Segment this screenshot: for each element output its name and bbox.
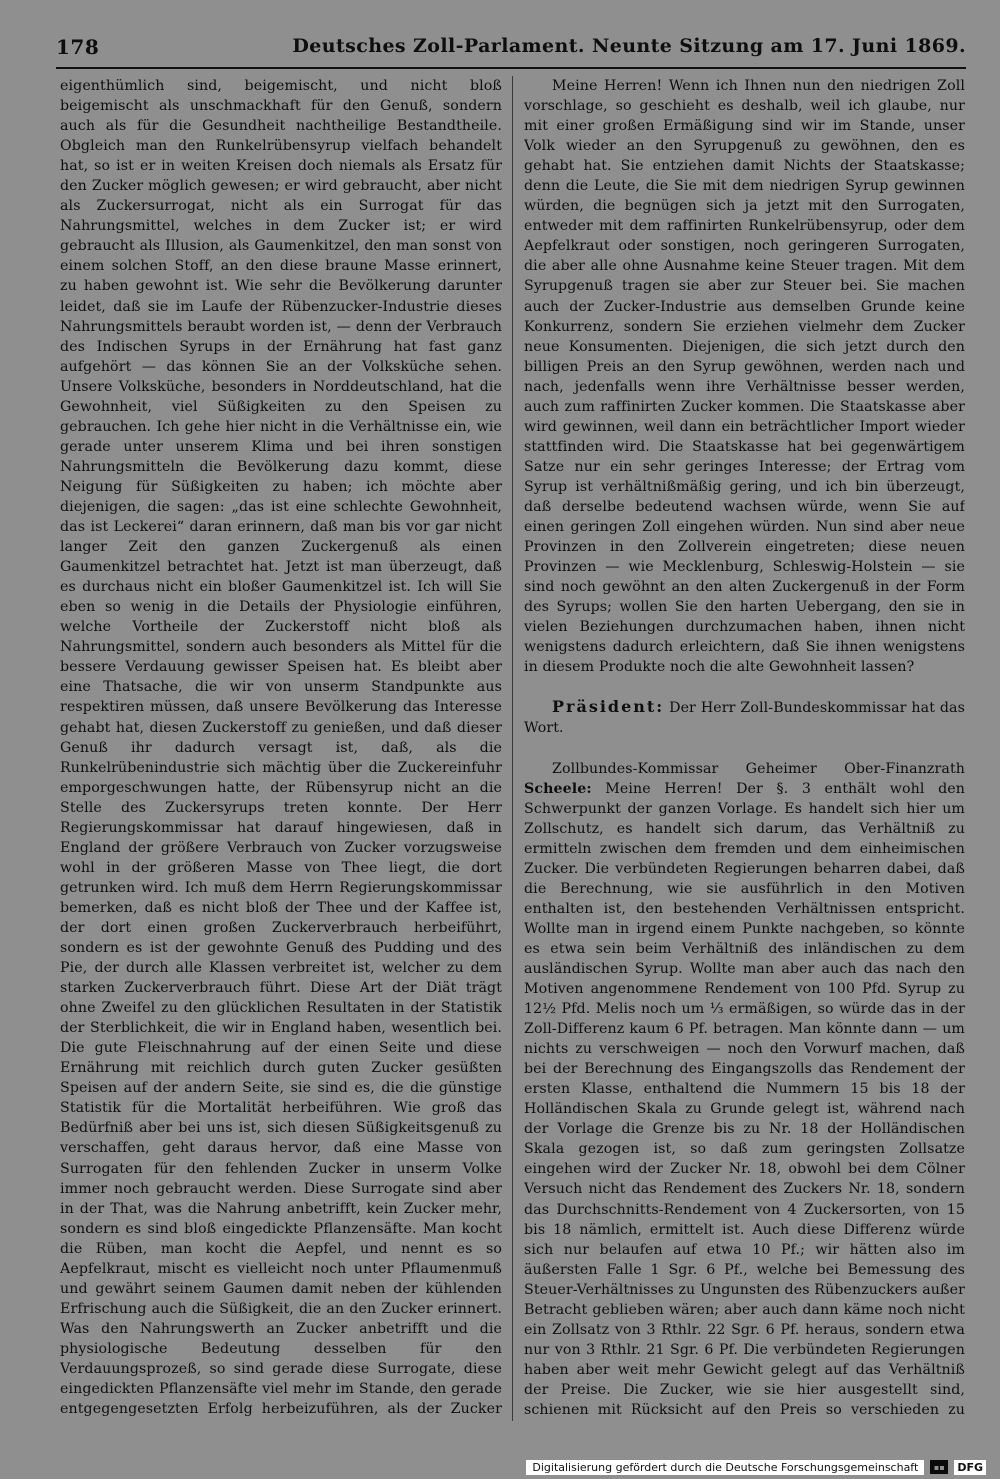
column-divider bbox=[512, 76, 513, 1421]
footer-credit bbox=[526, 1458, 986, 1476]
dfg-logo: DFG bbox=[954, 1460, 986, 1475]
left-paragraph-1: eigenthümlich sind, beigemischt, und nicht bloß beigemischt als unschmackhaft für den Genuß, sondern auch als für die Gesundheit nachtheilige Bestandtheile. Obgleich man den Runkelrübensyrup vielfach behandelt hat, so ist er in weiten Kreisen doch niemals als Ersatz für den Zucker möglich gewesen; er wird gebraucht, aber nicht als Zuckersurrogat, nicht als ein Surrogat für das Nahrungsmittel, welches in dem Zucker ist; er wird gebraucht als Illusion, als Gaumenkitzel, den man sonst von einem solchen Stoff, an den diese braune Masse erinnert, zu haben gewohnt ist. Wie sehr die Bevölkerung darunter leidet, daß sie im Laufe der Rübenzucker-Industrie dieses Nahrungsmittels beraubt worden ist, — denn der Verbrauch des Indischen Syrups in der Ernährung hat fast ganz aufgehört — das können Sie an der Volksküche sehen. Unsere Volksküche, besonders in Norddeutschland, hat die Gewohnheit, viel Süßigkeiten zu den Speisen zu gebrauchen. Ich gehe hier nicht in die Verhältnisse ein, wie gerade unter unserem Klima und bei ihren sonstigen Nahrungsmitteln die Bevölkerung dazu kommt, diese Neigung für Süßigkeiten zu haben; ich möchte aber diejenigen, die sagen: „das ist eine schlechte Gewohnheit, das ist Leckerei“ daran erinnern, daß man bis vor gar nicht langer Zeit den ganzen Zuckergenuß als einen Gaumenkitzel betrachtet hat. Jetzt ist man überzeugt, daß es durchaus nicht ein bloßer Gaumenkitzel ist. Ich will Sie eben so wenig in die Details der Physiologie einführen, welche Vortheile der Zuckerstoff nicht bloß als Nahrungsmittel, sondern auch besonders als Mittel für die bessere Verdauung gewisser Speisen hat. Es bleibt aber eine Thatsache, die wir von unserm Standpunkte aus respektiren müssen, daß unsere Bevölkerung das Interesse gehabt hat, diesen Zuckerstoff zu genießen, und daß dieser Genuß ihr dadurch versagt ist, daß, als die Runkelrübenindustrie sich mächtig über die Zuckereinfuhr emporgeschwungen hatte, der Rübensyrup nicht an die Stelle des Zuckersyrups treten konnte. Der Herr Regierungskommissar hat darauf hingewiesen, daß in England der größere Verbrauch von Zucker vorzugsweise wohl in der größeren Masse von Thee liegt, die dort getrunken wird. Ich muß dem Herrn Regierungskommissar bemerken, daß es nicht bloß der Thee und der Kaffee ist, der dort einen großen Zuckerverbrauch herbeiführt, sondern es ist der gewohnte Genuß des Pudding und des Pie, der durch alle Klassen verbreitet ist, welcher zu dem starken Zuckerverbrauch führt. Diese Art der Diät trägt ohne Zweifel zu den glücklichen Resultaten in der Statistik der Sterblichkeit, die wir in England haben, wesentlich bei. Die gute Fleischnahrung auf der einen Seite und diese Ernährung mit reichlich durch guten Zucker gesüßten Speisen auf der andern Seite, sie sind es, die die günstige Statistik für die Mortalität herbeiführen. Wie groß das Bedürfniß aber bei uns ist, sich diesen Süßigkeitsgenuß zu verschaffen, geht daraus hervor, daß eine Masse von Surrogaten für den fehlenden Zucker in unserm Volke immer noch gebraucht werden. Diese Surrogate sind aber in der That, was die Nahrung anbetrifft, kein Zucker mehr, sondern es sind bloß eingedickte Pflanzensäfte. Man kocht die Rüben, man kocht die Aepfel, und nennt es so Aepfelkraut, mischt es vielleicht noch unter Pflaumenmuß und gewährt seinem Gaumen damit neben der kühlenden Erfrischung auch die Süßigkeit, die an den Zucker erinnert. Was den Nahrungswerth an Zucker anbetrifft und die physiologische Bedeutung desselben für den Verdauungsprozeß, so sind gerade diese Surrogate, diese eingedickten Pflanzensäfte viel mehr im Stande, den gerade entgegengesetzten Erfolg herbeizuführen, als der Zucker bbox=[60, 78, 502, 1418]
scheele-text: Meine Herren! Der §. 3 enthält wohl den Schwerpunkt der ganzen Vorlage. Es handelt sich hier um Zollschutz, es handelt sich darum, das Verhältniß zu ermitteln zwischen dem fremden und dem einheimischen Zucker. Die verbündeten Regierungen beharren dabei, daß die Berechnung, wie sie ausführlich in den Motiven enthalten ist, den bestehenden Verhältnissen entspricht. Wollte man in irgend einem Punkte nachgeben, so könnte es etwa sein beim Verhältniß des inländischen zu dem ausländischen Syrup. Wollte man aber auch das nach den Motiven angenommene Rendement von 100 Pfd. Syrup zu 12½ Pfd. Melis noch um ⅓ ermäßigen, so würde das in der Zoll-Differenz kaum 6 Pf. betragen. Man könnte dann — um nichts zu verschweigen — noch den Vorwurf machen, daß bei der Berechnung des Eingangszolls das Rendement der ersten Klasse, enthaltend die Nummern 15 bis 18 der Holländischen Skala zu Grunde gelegt ist, während nach der Vorlage die Grenze bis zu Nr. 18 der Holländischen Skala gezogen ist, so daß zum geringsten Zollsatze eingehen wird der Zucker Nr. 18, obwohl bei dem Cölner Versuch nicht das Rendement des Zuckers Nr. 18, sondern das Durchschnitts-Rendement von 4 Zuckersorten, von 15 bis 18 nämlich, ermittelt ist. Auch diese Differenz würde sich nur belaufen auf etwa 10 Pf.; wir hätten also im äußersten Falle 1 Sgr. 6 Pf., welche bei Bemessung des Steuer-Verhältnisses zu Ungunsten des Rübenzuckers außer Betracht geblieben wären; aber auch dann käme noch nicht ein Zollsatz von 3 Rthlr. 22 Sgr. 6 Pf. heraus, sondern etwa nur von 3 Rthlr. 21 Sgr. 6 Pf. Die verbündeten Regierungen haben aber weit mehr Gewicht gelegt auf das Verhältniß der Preise. Die Zucker, wie sie hier ausgestellt sind, schienen mit Rücksicht auf den Preis so verschieden zu bbox=[524, 780, 965, 1418]
speaker-scheele: Scheele: bbox=[524, 780, 592, 797]
page-number: 178 bbox=[56, 35, 100, 59]
scheele-paragraph bbox=[524, 759, 965, 1422]
running-title: Deutsches Zoll-Parlament. Neunte Sitzung am 17. Juni 1869. bbox=[292, 35, 966, 57]
digitization-credit: Digitalisierung gefördert durch die Deutsche Forschungsgemeinschaft bbox=[526, 1460, 924, 1475]
page-header bbox=[56, 33, 966, 63]
paragraph-gap bbox=[524, 677, 965, 697]
right-paragraph-1: Meine Herren! Wenn ich Ihnen nun den niedrigen Zoll vorschlage, so geschieht es deshalb, weil ich glaube, nur mit einer großen Ermäßigung sind wir im Stande, unser Volk wieder an den Syrupgenuß zu gewöhnen, den es gehabt hat. Sie entziehen damit Nichts der Staatskasse; denn die Leute, die Sie mit dem niedrigen Syrup gewinnen würden, die begnügen sich ja jetzt mit den Surrogaten, entweder mit dem raffinirten Runkelrübensyrup, oder dem Aepfelkraut oder sonstigen, noch geringeren Surrogaten, die aber alle ohne Ausnahme keine Steuer tragen. Mit dem Syrupgenuß tragen sie aber zur Steuer bei. Sie machen auch der Zucker-Industrie aus demselben Grunde keine Konkurrenz, sondern Sie erziehen vielmehr dem Zucker neue Konsumenten. Diejenigen, die sich jetzt durch den billigen Preis an den Syrup gewöhnen, werden nach und nach, jedenfalls wenn ihre Verhältnisse besser werden, auch zum raffinirten Zucker kommen. Die Staatskasse aber wird gewinnen, weil dann ein beträchtlicher Import wieder stattfinden wird. Die Staatskasse hat bei gegenwärtigem Satze nur ein sehr geringes Interesse; der Ertrag vom Syrup ist verhältnißmäßig gering, und ich bin überzeugt, daß derselbe bedeutend wachsen würde, wenn Sie auf einen geringen Zoll eingehen würden. Nun sind aber neue Provinzen in den Zollverein eingetreten; diese neuen Provinzen — wie Mecklenburg, Schleswig-Holstein — sie sind noch gewöhnt an den alten Zuckergenuß in der Form des Syrups; wollen Sie den harten Uebergang, den sie in vielen Beziehungen durchzumachen haben, ihnen nicht wenigstens dadurch erleichtern, daß Sie ihnen wenigstens in diesem Produkte noch die alte Gewohnheit lassen? bbox=[524, 78, 965, 676]
left-column bbox=[60, 76, 502, 1421]
speaker-president: Präsident: bbox=[552, 697, 665, 717]
speaker-intro: Zollbundes-Kommissar Geheimer Ober-Finanzrath bbox=[552, 760, 965, 777]
paragraph-gap bbox=[524, 739, 965, 759]
dfg-emblem-icon: ▪▪ bbox=[930, 1460, 948, 1474]
right-column bbox=[524, 76, 965, 1421]
header-rule bbox=[56, 67, 966, 69]
president-text: Der Herr Zoll-Bundeskommissar hat das Wort. bbox=[524, 700, 965, 737]
president-paragraph bbox=[524, 697, 965, 738]
